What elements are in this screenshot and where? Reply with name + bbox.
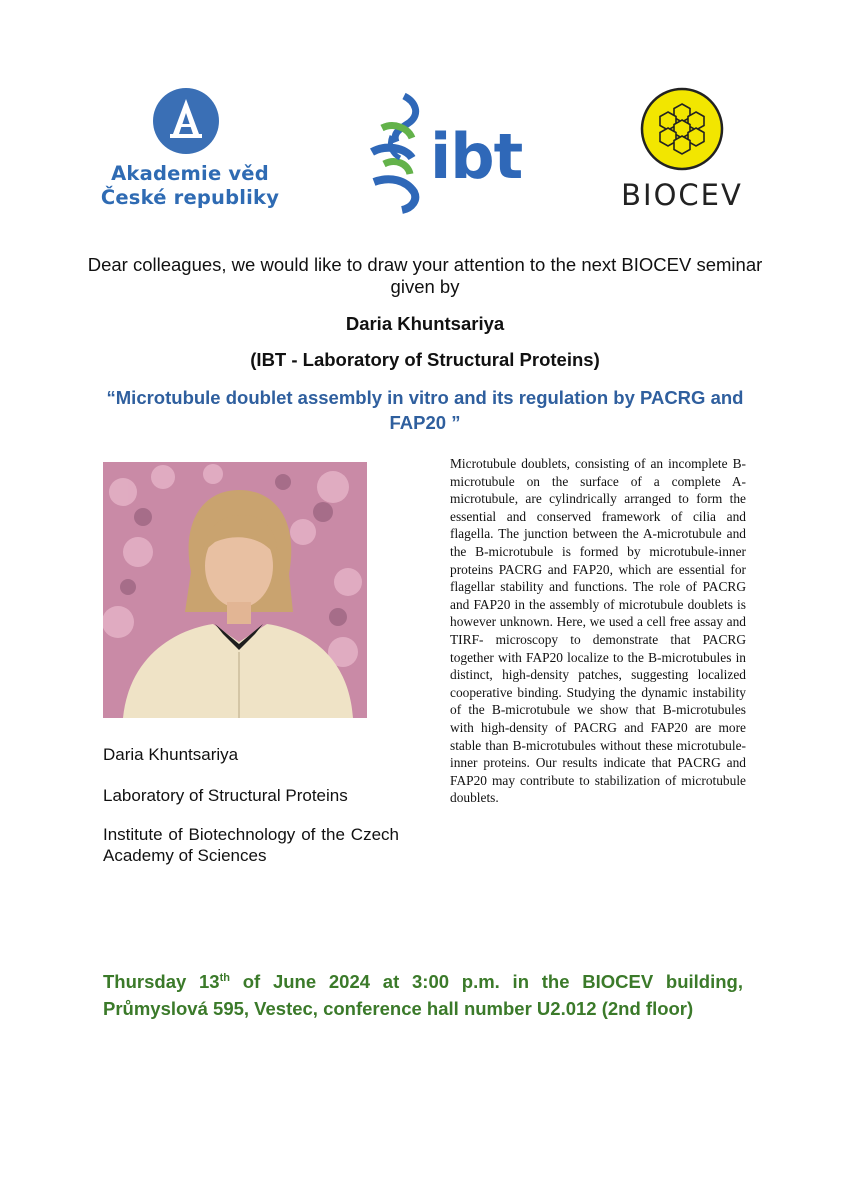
biocev-logo: [612, 86, 752, 218]
speaker-affiliation: (IBT - Laboratory of Structural Proteins): [250, 349, 600, 370]
event-time-place: of June 2024 at 3:00 p.m. in the BIOCEV building,: [230, 971, 743, 992]
event-line1: [103, 968, 743, 995]
profile-institute: Institute of Biotechnology of the Czech Academy of Sciences: [103, 825, 399, 865]
speaker-name: Daria Khuntsariya: [345, 313, 505, 334]
speaker-photo: [103, 462, 367, 718]
akademie-ved-line1: Akademie věd: [111, 162, 269, 185]
akademie-ved-logo: [100, 88, 280, 218]
akademie-ved-line2: České republiky: [100, 186, 280, 209]
biocev-hexagon-icon: [612, 86, 752, 176]
intro-text: Dear colleagues, we would like to draw your attention to the next BIOCEV seminar given by: [87, 254, 763, 297]
event-details: [103, 968, 743, 1022]
profile-lab: Laboratory of Structural Proteins: [103, 786, 348, 805]
talk-title: “Microtubule doublet assembly in vitro and its regulation by PACRG and FAP20 ”: [106, 387, 744, 433]
event-day-suffix: th: [219, 971, 230, 984]
akademie-ved-emblem-icon: [153, 88, 219, 154]
biocev-wordmark: BIOCEV: [621, 178, 743, 212]
ibt-wordmark: ibt: [430, 120, 523, 193]
profile-name: Daria Khuntsariya: [103, 745, 239, 764]
event-day: Thursday 13: [103, 971, 220, 992]
event-line2: Průmyslová 595, Vestec, conference hall number U2.012 (2nd floor): [103, 998, 694, 1019]
abstract-text: Microtubule doublets, consisting of an incomplete B-microtubule on the surface of a complete A-microtubule, are cylindrically arranged to form the essential and conserved framework of cilia and flagella. The junction between the A-microtubule and the B-microtubule is formed by microtubule-inner proteins PACRG and FAP20, which are essential for flagellar stability and functions. The role of PACRG and FAP20 in the assembly of microtubule doublets is however unknown. Here, we used a cell free assay and TIRF- microscopy to demonstrate that PACRG together with FAP20 localize to the B-microtubules in distinct, high-density patches, suggesting localized cooperative binding. Studying the dynamic instability of the B-microtubule we show that B-microtubules with high-density of PACRG and FAP20 are more stable than B-microtubules without these microtubule-inner proteins. Our results indicate that PACRG and FAP20 may contribute to stabilization of microtubule doublets.: [450, 456, 746, 806]
ibt-logo: [362, 92, 532, 217]
